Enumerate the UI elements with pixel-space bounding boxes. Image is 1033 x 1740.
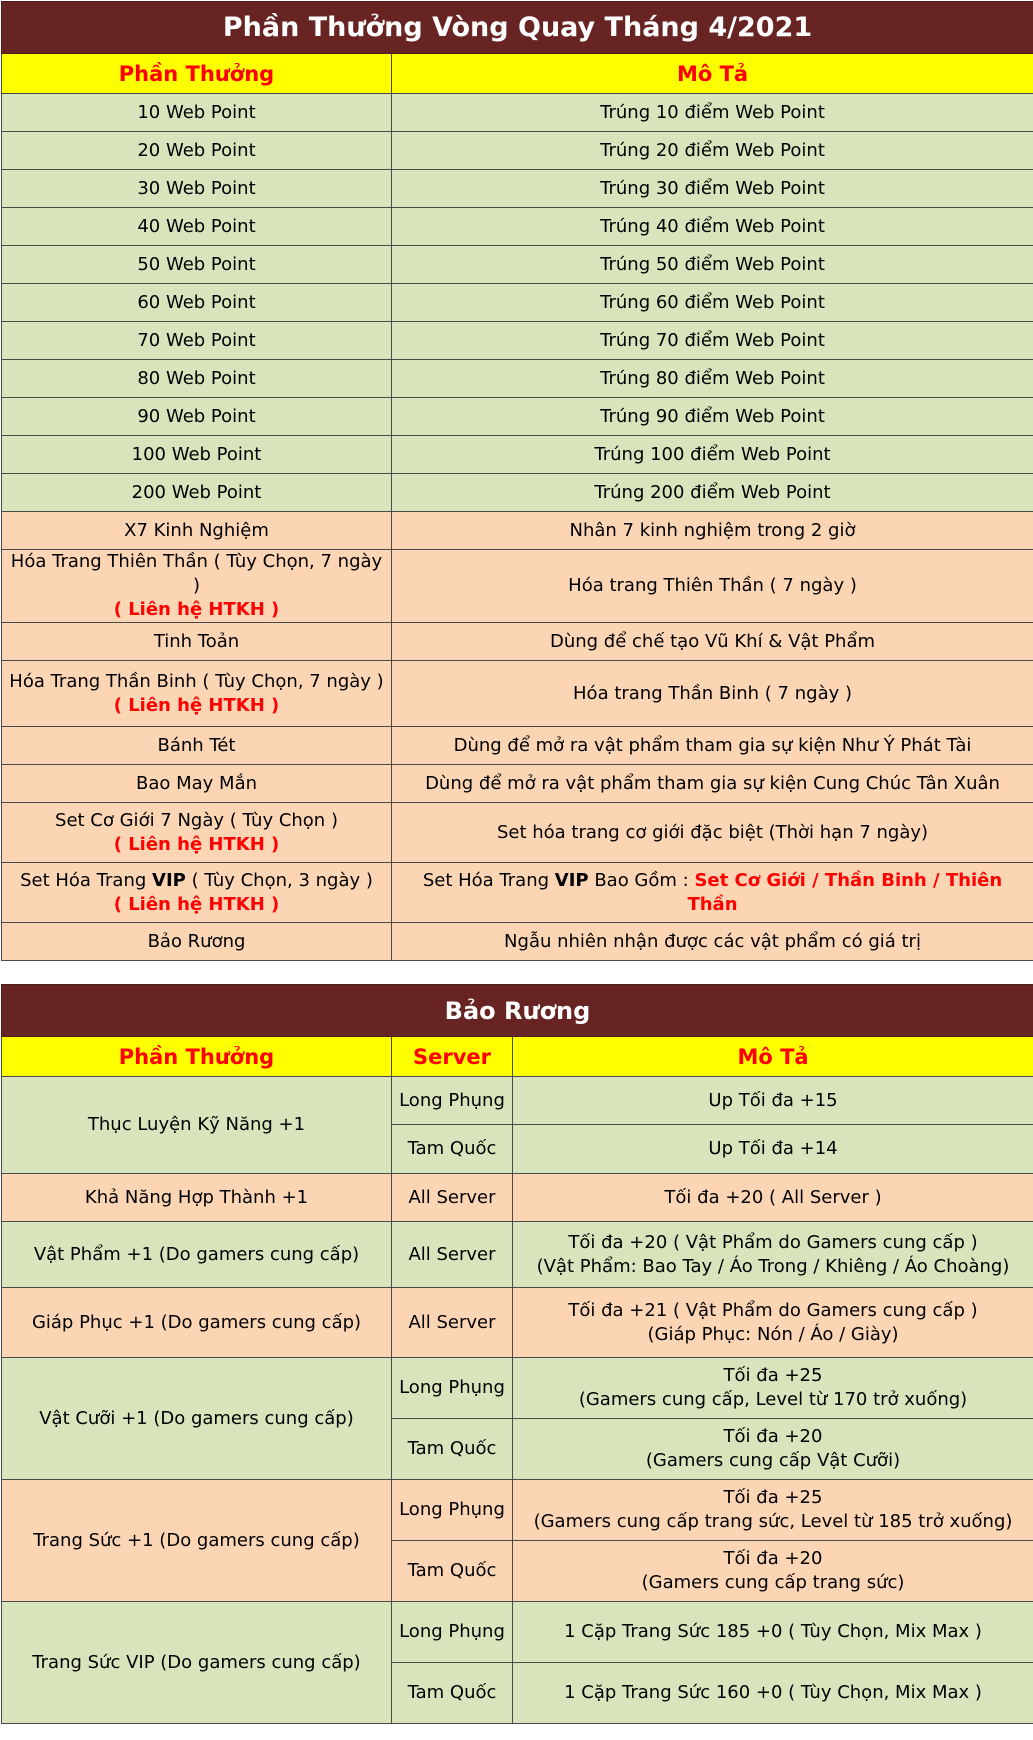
table-row bbox=[2, 923, 1033, 961]
reward-cell: 200 Web Point bbox=[2, 474, 392, 512]
server-cell: Long Phụng bbox=[392, 1602, 513, 1663]
description-line: Tối đa +20 ( Vật Phẩm do Gamers cung cấp ) bbox=[568, 1231, 978, 1253]
description-line: (Vật Phẩm: Bao Tay / Áo Trong / Khiêng / Áo Choàng) bbox=[536, 1255, 1010, 1277]
header-row bbox=[2, 1037, 1033, 1077]
description-cell bbox=[513, 1358, 1033, 1419]
server-cell: All Server bbox=[392, 1288, 513, 1358]
table-row bbox=[2, 474, 1033, 512]
table-row bbox=[2, 436, 1033, 474]
table-row bbox=[2, 765, 1033, 803]
table-row bbox=[2, 727, 1033, 765]
description-line: (Gamers cung cấp Vật Cưỡi) bbox=[645, 1450, 901, 1471]
reward-cell: Tinh Toản bbox=[2, 623, 392, 661]
table-title: Bảo Rương bbox=[2, 985, 1033, 1037]
description-cell: Trúng 50 điểm Web Point bbox=[392, 246, 1033, 284]
table-row bbox=[2, 512, 1033, 550]
contact-note: ( Liên hệ HTKH ) bbox=[113, 833, 280, 855]
description-cell: Dùng để mở ra vật phẩm tham gia sự kiện Như Ý Phát Tài bbox=[392, 727, 1033, 765]
description-cell: Trúng 80 điểm Web Point bbox=[392, 360, 1033, 398]
description-cell: Up Tối đa +14 bbox=[513, 1125, 1033, 1174]
header-reward: Phần Thưởng bbox=[2, 1037, 392, 1077]
description-cell bbox=[513, 1288, 1033, 1358]
reward-cell bbox=[2, 803, 392, 863]
reward-cell: 70 Web Point bbox=[2, 322, 392, 360]
title-row bbox=[2, 2, 1033, 54]
spin-reward-table bbox=[1, 1, 1033, 961]
table-row bbox=[2, 863, 1033, 923]
reward-cell: Thục Luyện Kỹ Năng +1 bbox=[2, 1077, 392, 1174]
reward-cell bbox=[2, 661, 392, 727]
table-row bbox=[2, 1077, 1033, 1125]
description-cell: Set hóa trang cơ giới đặc biệt (Thời hạn 7 ngày) bbox=[392, 803, 1033, 863]
description-text: Bao Gồm : bbox=[588, 869, 695, 891]
header-row bbox=[2, 54, 1033, 94]
description-highlight: Set Cơ Giới / Thần Binh / Thiên Thần bbox=[687, 869, 1003, 915]
description-cell: Trúng 70 điểm Web Point bbox=[392, 322, 1033, 360]
server-cell: Tam Quốc bbox=[392, 1125, 513, 1174]
description-cell bbox=[392, 863, 1033, 923]
reward-cell: X7 Kinh Nghiệm bbox=[2, 512, 392, 550]
reward-cell: Vật Cưỡi +1 (Do gamers cung cấp) bbox=[2, 1358, 392, 1480]
description-line: Tối đa +20 bbox=[723, 1548, 823, 1569]
description-cell: Dùng để chế tạo Vũ Khí & Vật Phẩm bbox=[392, 623, 1033, 661]
header-server: Server bbox=[392, 1037, 513, 1077]
title-row bbox=[2, 985, 1033, 1037]
reward-text: ( Tùy Chọn, 3 ngày ) bbox=[185, 869, 373, 891]
description-cell: Trúng 200 điểm Web Point bbox=[392, 474, 1033, 512]
table-row bbox=[2, 208, 1033, 246]
table-row bbox=[2, 1174, 1033, 1222]
description-line: Tối đa +25 bbox=[723, 1365, 823, 1386]
server-cell: Long Phụng bbox=[392, 1358, 513, 1419]
table-row bbox=[2, 623, 1033, 661]
description-cell: Trúng 60 điểm Web Point bbox=[392, 284, 1033, 322]
description-cell: Trúng 30 điểm Web Point bbox=[392, 170, 1033, 208]
table-row bbox=[2, 661, 1033, 727]
reward-cell bbox=[2, 550, 392, 623]
contact-note: ( Liên hệ HTKH ) bbox=[113, 599, 280, 620]
description-cell: Up Tối đa +15 bbox=[513, 1077, 1033, 1125]
reward-cell: Vật Phẩm +1 (Do gamers cung cấp) bbox=[2, 1222, 392, 1288]
reward-cell: 90 Web Point bbox=[2, 398, 392, 436]
reward-cell: 40 Web Point bbox=[2, 208, 392, 246]
table-row bbox=[2, 132, 1033, 170]
server-cell: Tam Quốc bbox=[392, 1541, 513, 1602]
table-row bbox=[2, 398, 1033, 436]
reward-cell: 80 Web Point bbox=[2, 360, 392, 398]
table-row bbox=[2, 246, 1033, 284]
reward-cell: Trang Sức +1 (Do gamers cung cấp) bbox=[2, 1480, 392, 1602]
description-cell: Trúng 90 điểm Web Point bbox=[392, 398, 1033, 436]
description-cell: Dùng để mở ra vật phẩm tham gia sự kiện Cung Chúc Tân Xuân bbox=[392, 765, 1033, 803]
table-row bbox=[2, 1602, 1033, 1663]
header-description: Mô Tả bbox=[513, 1037, 1033, 1077]
table-row bbox=[2, 284, 1033, 322]
description-line: (Giáp Phục: Nón / Áo / Giày) bbox=[647, 1323, 899, 1345]
table-row bbox=[2, 803, 1033, 863]
contact-note: ( Liên hệ HTKH ) bbox=[113, 893, 280, 915]
treasure-chest-table bbox=[1, 984, 1033, 1724]
reward-name: Set Cơ Giới 7 Ngày ( Tùy Chọn ) bbox=[55, 809, 338, 831]
reward-cell: Bảo Rương bbox=[2, 923, 392, 961]
description-cell: Trúng 100 điểm Web Point bbox=[392, 436, 1033, 474]
vip-label: VIP bbox=[554, 869, 589, 891]
table-row bbox=[2, 94, 1033, 132]
description-cell: Nhân 7 kinh nghiệm trong 2 giờ bbox=[392, 512, 1033, 550]
reward-cell bbox=[2, 863, 392, 923]
description-line: Tối đa +20 bbox=[723, 1426, 823, 1447]
table-row bbox=[2, 1222, 1033, 1288]
reward-cell: 60 Web Point bbox=[2, 284, 392, 322]
description-cell bbox=[513, 1222, 1033, 1288]
header-description: Mô Tả bbox=[392, 54, 1033, 94]
description-line: (Gamers cung cấp, Level từ 170 trở xuống) bbox=[578, 1389, 968, 1410]
table-row bbox=[2, 1358, 1033, 1419]
description-cell: Tối đa +20 ( All Server ) bbox=[513, 1174, 1033, 1222]
table-row bbox=[2, 550, 1033, 623]
server-cell: All Server bbox=[392, 1174, 513, 1222]
server-cell: Tam Quốc bbox=[392, 1419, 513, 1480]
table-row bbox=[2, 360, 1033, 398]
reward-cell: 100 Web Point bbox=[2, 436, 392, 474]
server-cell: All Server bbox=[392, 1222, 513, 1288]
description-cell: Hóa trang Thiên Thần ( 7 ngày ) bbox=[392, 550, 1033, 623]
reward-cell: 10 Web Point bbox=[2, 94, 392, 132]
description-cell: Hóa trang Thần Binh ( 7 ngày ) bbox=[392, 661, 1033, 727]
description-text: Set Hóa Trang bbox=[422, 869, 555, 891]
description-line: (Gamers cung cấp trang sức, Level từ 185 trở xuống) bbox=[533, 1511, 1013, 1532]
table-title: Phần Thưởng Vòng Quay Tháng 4/2021 bbox=[2, 2, 1033, 54]
reward-cell: Bánh Tét bbox=[2, 727, 392, 765]
description-line: Tối đa +25 bbox=[723, 1487, 823, 1508]
description-cell: 1 Cặp Trang Sức 160 +0 ( Tùy Chọn, Mix Max ) bbox=[513, 1663, 1033, 1724]
description-cell: Ngẫu nhiên nhận được các vật phẩm có giá trị bbox=[392, 923, 1033, 961]
reward-cell: Bao May Mắn bbox=[2, 765, 392, 803]
reward-cell: 30 Web Point bbox=[2, 170, 392, 208]
reward-cell: 20 Web Point bbox=[2, 132, 392, 170]
reward-cell: Giáp Phục +1 (Do gamers cung cấp) bbox=[2, 1288, 392, 1358]
description-cell bbox=[513, 1541, 1033, 1602]
reward-name: Hóa Trang Thiên Thần ( Tùy Chọn, 7 ngày ) bbox=[10, 551, 383, 596]
reward-cell: Khả Năng Hợp Thành +1 bbox=[2, 1174, 392, 1222]
description-cell: Trúng 20 điểm Web Point bbox=[392, 132, 1033, 170]
vip-label: VIP bbox=[152, 869, 186, 891]
reward-cell: 50 Web Point bbox=[2, 246, 392, 284]
reward-name bbox=[6, 869, 387, 893]
contact-note: ( Liên hệ HTKH ) bbox=[113, 694, 280, 716]
server-cell: Tam Quốc bbox=[392, 1663, 513, 1724]
description-line: (Gamers cung cấp trang sức) bbox=[641, 1572, 905, 1593]
table-row bbox=[2, 322, 1033, 360]
description-cell: 1 Cặp Trang Sức 185 +0 ( Tùy Chọn, Mix Max ) bbox=[513, 1602, 1033, 1663]
header-reward: Phần Thưởng bbox=[2, 54, 392, 94]
server-cell: Long Phụng bbox=[392, 1077, 513, 1125]
description-line: Tối đa +21 ( Vật Phẩm do Gamers cung cấp ) bbox=[568, 1299, 978, 1321]
description-cell: Trúng 10 điểm Web Point bbox=[392, 94, 1033, 132]
table-row bbox=[2, 1480, 1033, 1541]
reward-cell: Trang Sức VIP (Do gamers cung cấp) bbox=[2, 1602, 392, 1724]
table-row bbox=[2, 170, 1033, 208]
reward-name: Hóa Trang Thần Binh ( Tùy Chọn, 7 ngày ) bbox=[9, 670, 384, 692]
description-cell: Trúng 40 điểm Web Point bbox=[392, 208, 1033, 246]
reward-text: Set Hóa Trang bbox=[20, 869, 153, 891]
description-cell bbox=[513, 1419, 1033, 1480]
server-cell: Long Phụng bbox=[392, 1480, 513, 1541]
description-cell bbox=[513, 1480, 1033, 1541]
table-row bbox=[2, 1288, 1033, 1358]
